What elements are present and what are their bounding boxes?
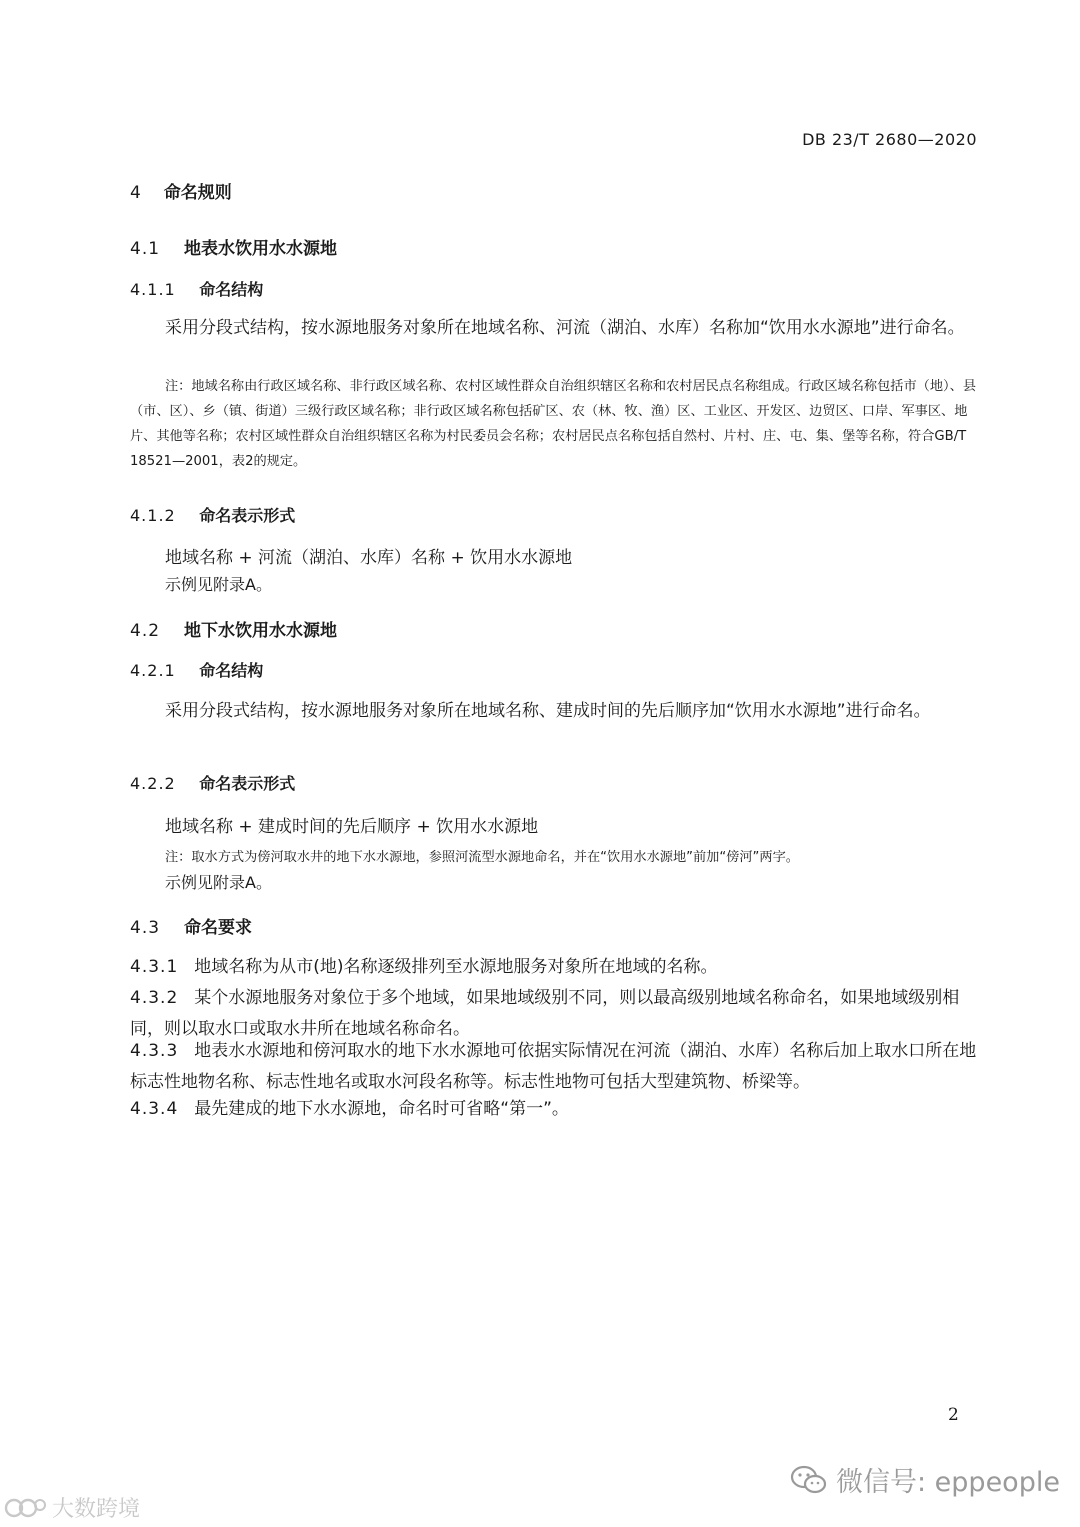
section-number: 4.1.2 — [130, 506, 176, 525]
section-4-1-1-heading — [130, 277, 263, 300]
paragraph-4-1-1: 采用分段式结构，按水源地服务对象所在地域名称、河流（湖泊、水库）名称加“饮用水水源地”进行命名。 — [165, 318, 965, 338]
section-number: 4 — [130, 183, 142, 203]
section-title: 地下水饮用水水源地 — [183, 621, 337, 641]
wechat-icon — [790, 1465, 828, 1495]
section-4-3-heading — [130, 913, 252, 938]
example-4-1-2: 示例见附录A。 — [165, 575, 272, 594]
requirement-text: 地表水水源地和傍河取水的地下水水源地可依据实际情况在河流（湖泊、水库）名称后加上取水口所在地标志性地物名称、标志性地名或取水河段名称等。标志性地物可包括大型建筑物、桥梁等。 — [130, 1041, 977, 1092]
brand-logo-icon — [4, 1495, 48, 1521]
requirement-number: 4.3.1 — [130, 957, 179, 977]
section-number: 4.1 — [130, 239, 161, 259]
wechat-watermark-text: 微信号: eppeople — [836, 1467, 1060, 1498]
requirement-number: 4.3.3 — [130, 1041, 179, 1061]
section-number: 4.2 — [130, 621, 161, 641]
requirement-number: 4.3.2 — [130, 988, 179, 1008]
paragraph-4-2-1: 采用分段式结构，按水源地服务对象所在地域名称、建成时间的先后顺序加“饮用水水源地”进行命名。 — [165, 701, 931, 721]
requirement-item — [130, 1036, 978, 1098]
formula-4-2-2: 地域名称 + 建成时间的先后顺序 + 饮用水水源地 — [165, 817, 539, 837]
section-title: 命名表示形式 — [199, 774, 296, 793]
section-title: 命名结构 — [199, 280, 264, 299]
section-4-1-heading — [130, 234, 337, 259]
requirement-number: 4.3.4 — [130, 1099, 179, 1119]
section-number: 4.1.1 — [130, 280, 176, 299]
section-4-1-2-heading — [130, 503, 295, 526]
section-title: 命名表示形式 — [199, 506, 296, 525]
section-number: 4.2.2 — [130, 774, 176, 793]
note-4-2-2: 注：取水方式为傍河取水井的地下水水源地，参照河流型水源地命名，并在“饮用水水源地”前加“傍河”两字。 — [165, 850, 799, 865]
section-title: 命名要求 — [183, 918, 252, 938]
section-4-heading — [130, 178, 232, 203]
standard-number: DB 23/T 2680—2020 — [802, 130, 977, 149]
section-number: 4.3 — [130, 918, 161, 938]
requirement-text: 某个水源地服务对象位于多个地域，如果地域级别不同，则以最高级别地域名称命名，如果地域级别相同，则以取水口或取水井所在地域名称命名。 — [130, 988, 960, 1039]
requirement-text: 最先建成的地下水水源地，命名时可省略“第一”。 — [194, 1099, 569, 1119]
formula-4-1-2: 地域名称 + 河流（湖泊、水库）名称 + 饮用水水源地 — [165, 548, 573, 568]
requirement-item — [130, 1094, 978, 1125]
section-title: 命名结构 — [199, 661, 264, 680]
wechat-watermark — [790, 1460, 1060, 1499]
section-4-2-2-heading — [130, 771, 295, 794]
section-number: 4.2.1 — [130, 661, 176, 680]
note-4-1-1: 注：地域名称由行政区域名称、非行政区域名称、农村区域性群众自治组织辖区名称和农村居民点名称组成。行政区域名称包括市（地）、县（市、区）、乡（镇、街道）三级行政区域名称；非行政区域名称包括矿区、农（林、牧、渔）区、工业区、开发区、边贸区、口岸、军事区、地片、其他等名称；农村区域性群众自治组织辖区名称为村民委员会名称；农村居民点名称包括自然村、片村、庄、屯、集、堡等名称，符合GB/T 18521—2001，表2的规定。 — [130, 379, 977, 469]
example-4-2-2: 示例见附录A。 — [165, 873, 272, 892]
requirement-text: 地域名称为从市(地)名称逐级排列至水源地服务对象所在地域的名称。 — [194, 957, 718, 977]
brand-watermark — [4, 1492, 140, 1523]
section-4-2-heading — [130, 616, 337, 641]
page-number: 2 — [948, 1405, 959, 1425]
section-title: 地表水饮用水水源地 — [183, 239, 337, 259]
requirement-item — [130, 952, 978, 983]
section-4-2-1-heading — [130, 658, 263, 681]
brand-watermark-text: 大数跨境 — [52, 1497, 141, 1522]
section-title: 命名规则 — [163, 183, 232, 203]
